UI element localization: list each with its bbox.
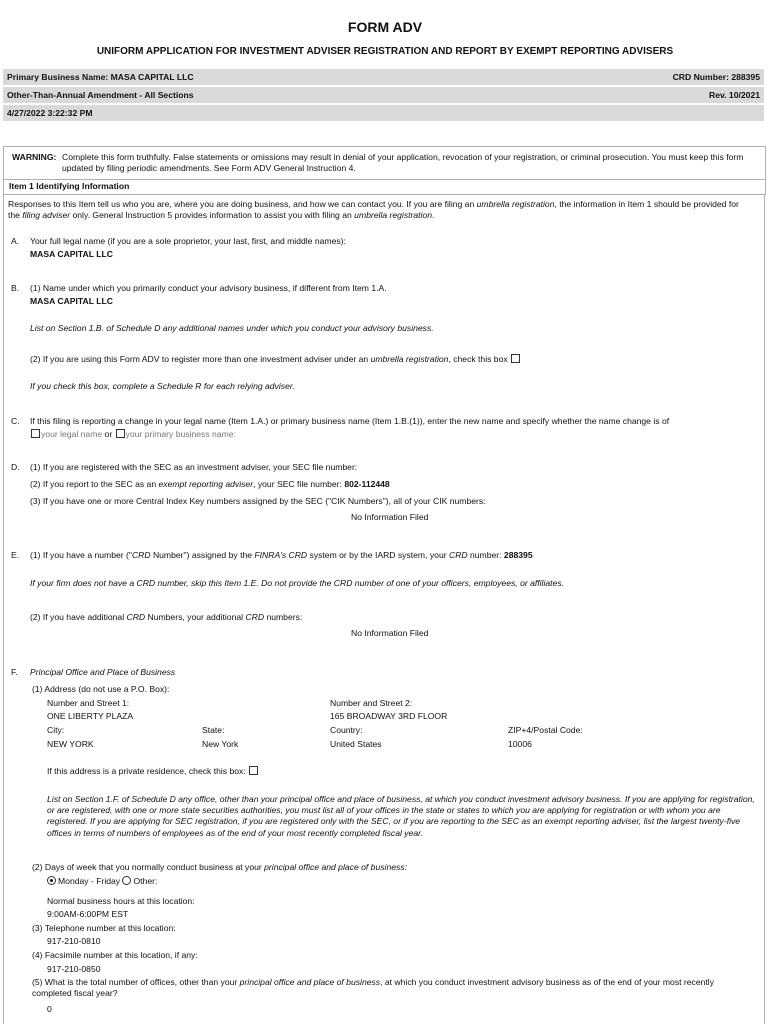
item-b2-question bbox=[30, 354, 521, 365]
e1-text: number: bbox=[467, 550, 504, 560]
item-b-letter: B. bbox=[11, 283, 20, 293]
days-options bbox=[47, 876, 157, 887]
item-d-letter: D. bbox=[11, 462, 20, 472]
monday-friday-label: Monday - Friday bbox=[58, 876, 121, 886]
right-border bbox=[764, 194, 765, 1024]
residence-text: If this address is a private residence, check this box: bbox=[47, 766, 246, 776]
umbrella-registration-checkbox[interactable] bbox=[511, 354, 520, 363]
b2-term: umbrella registration bbox=[370, 354, 449, 364]
item1-intro bbox=[8, 199, 753, 221]
timestamp-band bbox=[3, 105, 764, 121]
legal-name-option: your legal name bbox=[41, 429, 103, 439]
crd-number-value: 288395 bbox=[503, 550, 533, 560]
item-b1-question: (1) Name under which you primarily conduct your advisory business, if different from Item 1.A. bbox=[30, 283, 387, 293]
form-subtitle: UNIFORM APPLICATION FOR INVESTMENT ADVISER REGISTRATION AND REPORT BY EXEMPT REPORTING ADVISERS bbox=[96, 46, 674, 57]
country-value: United States bbox=[330, 739, 382, 749]
zip-value: 10006 bbox=[508, 739, 532, 749]
phone-value: 917-210-0810 bbox=[47, 936, 101, 946]
e1-term: CRD bbox=[131, 550, 151, 560]
form-title: FORM ADV bbox=[347, 19, 423, 35]
item-a-question: Your full legal name (if you are a sole proprietor, your last, first, and middle names): bbox=[30, 236, 346, 246]
intro-term: filing adviser bbox=[22, 210, 71, 221]
other-days-radio[interactable] bbox=[122, 876, 131, 885]
item-b-list-note: List on Section 1.B. of Schedule D any additional names under which you conduct your advisory business. bbox=[30, 323, 434, 333]
item-f2-question bbox=[32, 862, 407, 873]
crd-number: CRD Number: 288395 bbox=[672, 72, 760, 82]
item-d3-question: (3) If you have one or more Central Index Key numbers assigned by the SEC ("CIK Numbers"), all of your CIK numbers: bbox=[30, 496, 486, 506]
b2-text: , check this box bbox=[448, 354, 508, 364]
filing-timestamp: 4/27/2022 3:22:32 PM bbox=[7, 108, 93, 118]
country-label: Country: bbox=[330, 725, 363, 735]
f2-term: principal office and place of business: bbox=[264, 862, 407, 872]
item-f-heading: Principal Office and Place of Business bbox=[30, 667, 176, 677]
intro-text: Responses to this Item tell us who you are, where you are doing business, and how we can contact you. If you are filing an bbox=[8, 199, 477, 209]
e2-text: numbers: bbox=[264, 612, 303, 622]
item-b2-note: If you check this box, complete a Schedule R for each relying adviser. bbox=[30, 381, 295, 391]
form-revision: Rev. 10/2021 bbox=[709, 90, 760, 100]
legal-name-value: MASA CAPITAL LLC bbox=[30, 249, 113, 259]
offices-question bbox=[32, 977, 744, 999]
hours-label: Normal business hours at this location: bbox=[47, 896, 195, 906]
item1-header-label: Item 1 Identifying Information bbox=[9, 181, 130, 191]
f5-text: , at which you conduct investment advisory business as of the end of your most recently completed fiscal year? bbox=[32, 977, 714, 999]
item-a-letter: A. bbox=[11, 236, 20, 246]
e1-text: Number") assigned by the bbox=[150, 550, 255, 560]
phone-question: (3) Telephone number at this location: bbox=[32, 923, 176, 933]
hours-value: 9:00AM-6:00PM EST bbox=[47, 909, 129, 919]
warning-box bbox=[3, 146, 766, 180]
e2-text: (2) If you have additional bbox=[30, 612, 127, 622]
street1-value: ONE LIBERTY PLAZA bbox=[47, 711, 134, 721]
amendment-band bbox=[3, 87, 764, 103]
left-border bbox=[3, 194, 4, 1024]
d2-text: (2) If you report to the SEC as an bbox=[30, 479, 159, 489]
item-c-question: If this filing is reporting a change in your legal name (Item 1.A.) or primary business name (Item 1.B.(1)), enter the new name and specify whether the name change is of bbox=[30, 416, 670, 426]
item-e1-question bbox=[30, 550, 533, 561]
item-e2-question bbox=[30, 612, 302, 623]
offices-value: 0 bbox=[47, 1004, 52, 1014]
fax-value: 917-210-0850 bbox=[47, 964, 101, 974]
f5-term: principal office and place of business bbox=[239, 977, 381, 987]
primary-business-name: Primary Business Name: MASA CAPITAL LLC bbox=[7, 72, 194, 82]
item-f-list-note: List on Section 1.F. of Schedule D any office, other than your principal office and place of business, at which you conduct investment advisory business. If you are applying for registration, or are registered, with one or more state securities authorities, you must list all of your offices in the state or states to which you are applying for registration or with whom you are registered. If you are applying for SEC registration, if you are registered only with the SEC, or if you are reporting to the SEC as an exempt reporting adviser, list the largest twenty-five offices in terms of numbers of employees as of the end of your most recently completed fiscal year. bbox=[47, 794, 755, 838]
business-name-change-checkbox[interactable] bbox=[116, 429, 125, 438]
warning-text: Complete this form truthfully. False statements or omissions may result in denial of your application, revocation of your registration, or criminal prosecution. You must keep this form updated by filing periodic amendments. See Form ADV General Instruction 4. bbox=[62, 152, 744, 174]
warning-label: WARNING: bbox=[12, 152, 57, 162]
f5-text: (5) What is the total number of offices, other than your bbox=[32, 977, 240, 987]
e1-term: CRD bbox=[448, 550, 468, 560]
intro-text: only. General Instruction 5 provides information to assist you with filing an bbox=[70, 210, 355, 221]
item-e-letter: E. bbox=[11, 550, 20, 560]
e1-text: (1) If you have a number (" bbox=[30, 550, 132, 560]
item-f1-question: (1) Address (do not use a P.O. Box): bbox=[32, 684, 170, 694]
street2-label: Number and Street 2: bbox=[330, 698, 413, 708]
city-value: NEW YORK bbox=[47, 739, 94, 749]
crd-no-info: No Information Filed bbox=[351, 628, 429, 638]
other-days-label: Other: bbox=[133, 876, 158, 886]
cik-no-info: No Information Filed bbox=[351, 512, 429, 522]
amendment-type: Other-Than-Annual Amendment - All Sections bbox=[7, 90, 194, 100]
e2-text: Numbers, your additional bbox=[145, 612, 246, 622]
primary-business-band bbox=[3, 69, 764, 85]
street2-value: 165 BROADWAY 3RD FLOOR bbox=[330, 711, 448, 721]
or-text: or bbox=[104, 429, 113, 439]
e2-term: CRD bbox=[126, 612, 146, 622]
zip-label: ZIP+4/Postal Code: bbox=[508, 725, 583, 735]
street1-label: Number and Street 1: bbox=[47, 698, 130, 708]
e1-term: FINRA's CRD bbox=[254, 550, 308, 560]
business-name-option: your primary business name: bbox=[125, 429, 236, 439]
b2-text: (2) If you are using this Form ADV to register more than one investment adviser under an bbox=[30, 354, 371, 364]
e2-term: CRD bbox=[245, 612, 265, 622]
private-residence-checkbox[interactable] bbox=[249, 766, 258, 775]
fax-question: (4) Facsimile number at this location, if any: bbox=[32, 950, 198, 960]
state-value: New York bbox=[202, 739, 239, 749]
item1-header bbox=[3, 179, 766, 195]
e1-text: system or by the IARD system, your bbox=[307, 550, 449, 560]
item-e-note: If your firm does not have a CRD number, skip this Item 1.E. Do not provide the CRD number of one of your officers, employees, or affiliates. bbox=[30, 578, 565, 588]
item-d2-question bbox=[30, 479, 390, 490]
item-c-options bbox=[30, 429, 236, 440]
d2-text: , your SEC file number: bbox=[253, 479, 345, 489]
business-name-value: MASA CAPITAL LLC bbox=[30, 296, 113, 306]
private-residence-question bbox=[47, 766, 259, 777]
intro-term: umbrella registration bbox=[476, 199, 555, 209]
intro-text: . bbox=[432, 210, 435, 221]
intro-term: umbrella registration bbox=[354, 210, 433, 221]
monday-friday-radio[interactable] bbox=[47, 876, 56, 885]
intro-text: , the information in Item 1 should be provided for the bbox=[8, 199, 739, 221]
city-label: City: bbox=[47, 725, 65, 735]
state-label: State: bbox=[202, 725, 225, 735]
d2-term: exempt reporting adviser bbox=[158, 479, 254, 489]
item-d1-question: (1) If you are registered with the SEC as an investment adviser, your SEC file number: bbox=[30, 462, 358, 472]
item-c-letter: C. bbox=[11, 416, 20, 426]
sec-file-number: 802-112448 bbox=[344, 479, 390, 489]
item-f-letter: F. bbox=[11, 667, 18, 677]
f2-text: (2) Days of week that you normally conduct business at your bbox=[32, 862, 265, 872]
legal-name-change-checkbox[interactable] bbox=[31, 429, 40, 438]
